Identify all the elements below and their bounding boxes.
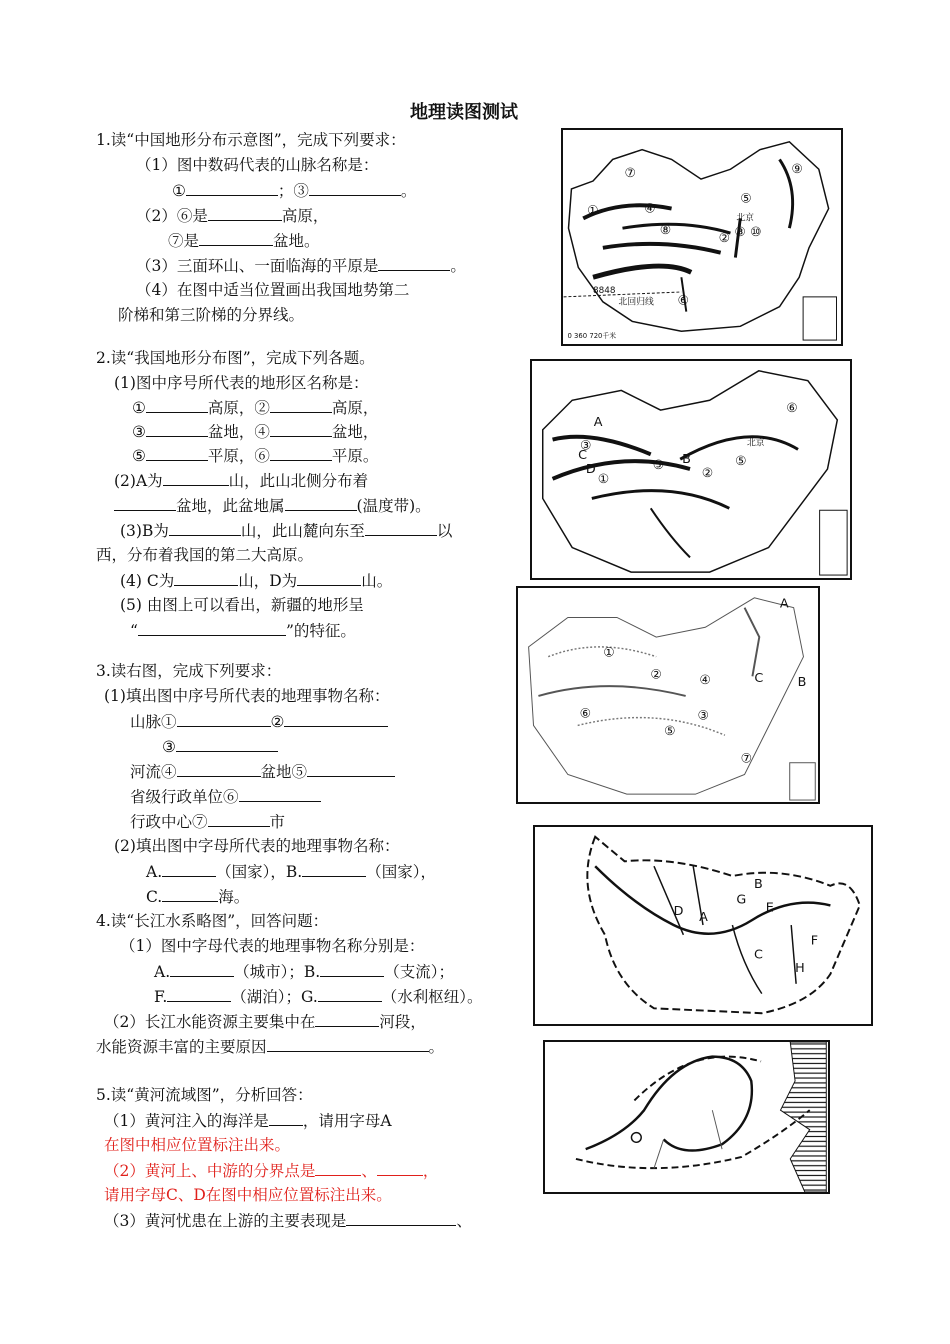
- q3-label: 海。: [218, 888, 250, 906]
- q5-sub2b: 请用字母C、D在图中相应位置标注出来。: [104, 1186, 392, 1204]
- q1-label: 。: [400, 182, 417, 200]
- map-label: D: [585, 461, 596, 477]
- q1-label: （2）⑥是: [136, 207, 208, 225]
- q1-label: ⑦是: [168, 232, 200, 250]
- map-label: E: [765, 900, 774, 916]
- answer-blank[interactable]: [267, 1035, 429, 1052]
- answer-blank[interactable]: [114, 494, 176, 511]
- answer-blank[interactable]: [177, 710, 271, 727]
- q3-label: 山脉①: [130, 713, 177, 731]
- q1-heading: 1.读“中国地形分布示意图”，完成下列要求：: [96, 131, 406, 149]
- answer-blank[interactable]: [302, 860, 366, 877]
- answer-blank[interactable]: [138, 619, 286, 636]
- map-label: ⑥: [786, 401, 798, 417]
- map-label: ⑧: [659, 223, 672, 239]
- map-label: B: [753, 876, 763, 892]
- q2-heading: 2.读“我国地形分布图”，完成下列各题。: [96, 349, 375, 367]
- answer-blank[interactable]: [285, 494, 357, 511]
- q3-row1: [130, 710, 388, 733]
- map-label: ⑨: [791, 162, 803, 178]
- q5-label: （1）黄河注入的海洋是: [104, 1112, 269, 1130]
- answer-blank[interactable]: [174, 569, 238, 586]
- q3-label: 省级行政单位⑥: [130, 788, 239, 806]
- answer-blank[interactable]: [146, 444, 208, 461]
- q2-sub3b: 西，分布着我国的第二大高原。: [96, 546, 314, 564]
- q2-sub5b-row: [130, 619, 356, 642]
- q2-label: 山，此山北侧分布着: [228, 472, 369, 490]
- map-label: C: [753, 947, 763, 963]
- map-label: ⑤: [664, 724, 676, 740]
- answer-blank[interactable]: [318, 985, 382, 1002]
- q1-sub1: （1）图中数码代表的山脉名称是：: [136, 156, 379, 174]
- q3-heading: 3.读右图，完成下列要求：: [96, 662, 282, 680]
- map-label: ⑤: [740, 191, 752, 207]
- q3-row5: [130, 810, 285, 833]
- q4-label: F.: [154, 988, 168, 1006]
- map-label: C: [754, 671, 764, 687]
- q2-label: 平原。: [331, 447, 379, 465]
- answer-blank[interactable]: [270, 420, 332, 437]
- q1-sub2-row: [136, 204, 328, 227]
- q5-heading: 5.读“黄河流域图”，分析回答：: [96, 1086, 313, 1104]
- q2-label: 高原，②: [207, 399, 270, 417]
- q5-sub2-row: [104, 1159, 438, 1182]
- q4-sub1: （1）图中字母代表的地理事物名称分别是：: [120, 937, 425, 955]
- q4-sub2-row: [104, 1010, 426, 1033]
- map-label: ⑥: [579, 706, 592, 722]
- q2-label: ③: [132, 423, 146, 441]
- q4-row2: [154, 985, 483, 1008]
- map-label: ②: [650, 667, 662, 683]
- q1-label: ①: [172, 182, 186, 200]
- q2-label: ⑤: [132, 447, 146, 465]
- q4-label: （水利枢纽）。: [381, 988, 483, 1006]
- q1-label: 盆地。: [273, 232, 320, 250]
- q3-row7: [146, 885, 249, 908]
- map-label: ③: [734, 225, 746, 241]
- answer-blank[interactable]: [239, 785, 321, 802]
- q4-heading: 4.读“长江水系略图”，回答问题：: [96, 912, 329, 930]
- q2-label: 以: [436, 522, 453, 540]
- q2-row2: [132, 420, 378, 443]
- map-label: H: [795, 961, 805, 977]
- q3-sub2: (2)填出图中字母所代表的地理事物名称：: [114, 837, 400, 855]
- q2-label: 平原，⑥: [207, 447, 270, 465]
- q2-label: 高原，: [331, 399, 379, 417]
- q2-label: “: [130, 622, 138, 640]
- q2-sub2-row: [114, 469, 368, 492]
- q3-sub1: (1)填出图中序号所代表的地理事物名称：: [104, 687, 390, 705]
- q5-label: 、: [361, 1162, 377, 1180]
- q2-label: (温度带)。: [356, 497, 431, 515]
- map-drawing: [545, 1042, 828, 1192]
- q2-sub5: (5) 由图上可以看出，新疆的地形呈: [120, 596, 364, 614]
- answer-blank[interactable]: [162, 860, 216, 877]
- answer-blank[interactable]: [176, 735, 278, 752]
- q1-label: ；③: [277, 182, 309, 200]
- map-label: ①: [597, 471, 610, 487]
- answer-blank[interactable]: [297, 569, 361, 586]
- map-label: ⑤: [652, 458, 665, 474]
- q4-label: （2）长江水能资源主要集中在: [104, 1013, 316, 1031]
- q3-label: （国家），: [366, 863, 436, 881]
- q2-label: ①: [132, 399, 146, 417]
- q4-label: （城市）；B.: [234, 963, 321, 981]
- answer-blank[interactable]: [284, 710, 388, 727]
- map-label: D: [673, 904, 684, 920]
- q2-sub4-row: [120, 569, 392, 592]
- q1-sub4b: 阶梯和第三阶梯的分界线。: [118, 306, 305, 324]
- q1-sub1-answer-row: [172, 179, 416, 202]
- q4-label: 河段，: [379, 1013, 426, 1031]
- answer-blank[interactable]: [270, 396, 332, 413]
- q1-label: 高原，: [281, 207, 329, 225]
- answer-blank[interactable]: [270, 444, 332, 461]
- q2-terrain-map: [530, 359, 852, 580]
- q4-sub2b-row: [96, 1035, 444, 1058]
- q3-label: （国家），B.: [216, 863, 303, 881]
- answer-blank[interactable]: [163, 469, 229, 486]
- answer-blank[interactable]: [167, 985, 231, 1002]
- map-drawing: [535, 827, 871, 1024]
- q4-label: （支流）；: [384, 963, 454, 981]
- answer-blank[interactable]: [378, 254, 450, 271]
- answer-blank[interactable]: [320, 960, 384, 977]
- answer-blank[interactable]: [208, 204, 282, 221]
- map-label: ④: [699, 673, 711, 689]
- answer-blank[interactable]: [315, 1010, 379, 1027]
- q3-geo-map: [516, 586, 820, 804]
- map-label: 8848: [593, 285, 616, 296]
- q3-label: 行政中心⑦: [130, 813, 208, 831]
- answer-blank[interactable]: [199, 229, 273, 246]
- q2-label: ”的特征。: [285, 622, 356, 640]
- map-label: 北京: [736, 213, 755, 224]
- q3-label: A.: [146, 863, 163, 881]
- q3-row2: [162, 735, 278, 758]
- q2-label: (3)B为: [120, 522, 169, 540]
- q2-label: 盆地，此盆地属: [176, 497, 285, 515]
- page-title: 地理读图测试: [410, 102, 518, 123]
- q2-label: 山，此山麓向东至: [240, 522, 365, 540]
- answer-blank[interactable]: [269, 1109, 303, 1126]
- q1-label: 。: [450, 257, 466, 275]
- map-label: F: [810, 933, 819, 949]
- q5-yellow-river-map: [543, 1040, 830, 1194]
- q4-label: （湖泊）；G.: [231, 988, 318, 1006]
- q2-label: (4) C为: [120, 572, 175, 590]
- map-drawing: [532, 361, 850, 578]
- q5-sub1-row: [104, 1109, 392, 1132]
- answer-blank[interactable]: [146, 396, 208, 413]
- q3-label: 河流④: [130, 763, 177, 781]
- q3-row6: [146, 860, 436, 883]
- q3-label: 市: [269, 813, 286, 831]
- q5-label: ，: [422, 1162, 439, 1180]
- answer-blank[interactable]: [208, 810, 270, 827]
- map-label: ⑦: [624, 166, 636, 182]
- q5-label: ，请用字母A: [302, 1112, 392, 1130]
- q5-label: （2）黄河上、中游的分界点是: [104, 1162, 316, 1180]
- q2-sub1: (1)图中序号所代表的地形区名称是：: [114, 374, 369, 392]
- map-label: ①: [587, 203, 599, 219]
- answer-blank[interactable]: [170, 960, 234, 977]
- q2-label: 山。: [361, 572, 393, 590]
- q2-row1: [132, 396, 378, 419]
- q2-sub2b-row: [114, 494, 431, 517]
- q2-label: 山，D为: [238, 572, 298, 590]
- map-label: ③: [697, 708, 709, 724]
- q5-sub1b: 在图中相应位置标注出来。: [104, 1136, 291, 1154]
- q3-label: 盆地⑤: [260, 763, 308, 781]
- map-label: ①: [603, 645, 615, 661]
- q5-sub3-row: [104, 1209, 472, 1232]
- map-drawing: [518, 588, 818, 802]
- map-label: A: [593, 414, 603, 430]
- map-label: ⑤: [735, 454, 747, 470]
- q2-row3: [132, 444, 378, 467]
- answer-blank[interactable]: [162, 885, 218, 902]
- q2-label: (2)A为: [114, 472, 163, 490]
- map-label: ④: [644, 201, 656, 217]
- answer-blank[interactable]: [307, 760, 395, 777]
- q1-label: （3）三面环山、一面临海的平原是: [136, 257, 379, 275]
- map-label: ⑩: [750, 225, 762, 241]
- q3-label: ②: [270, 713, 285, 731]
- q4-label: 水能资源丰富的主要原因: [96, 1038, 267, 1056]
- map-drawing: [563, 130, 841, 344]
- q3-label: ③: [162, 738, 176, 756]
- q3-row4: [130, 785, 321, 808]
- q3-row3: [130, 760, 395, 783]
- q1-sub3-row: [136, 254, 466, 277]
- answer-blank[interactable]: [177, 760, 261, 777]
- map-label: A: [699, 910, 708, 926]
- map-label: G: [736, 892, 747, 908]
- map-label: ②: [718, 230, 731, 246]
- map-label: 北京: [746, 438, 765, 449]
- answer-blank[interactable]: [315, 1159, 361, 1176]
- q2-label: 盆地，: [331, 423, 379, 441]
- map-label: ⑦: [740, 751, 753, 767]
- answer-blank[interactable]: [169, 519, 241, 536]
- map-label: B: [682, 452, 691, 468]
- answer-blank[interactable]: [377, 1159, 423, 1176]
- q1-sub4: （4）在图中适当位置画出我国地势第二: [136, 281, 410, 299]
- q4-row1: [154, 960, 454, 983]
- map-label: ②: [701, 465, 714, 481]
- q4-yangtze-map: [533, 825, 873, 1026]
- q2-sub3-row: [120, 519, 452, 542]
- map-label: B: [797, 675, 807, 691]
- q2-label: 盆地，④: [207, 423, 270, 441]
- answer-blank[interactable]: [186, 179, 278, 196]
- map-label: 北回归线: [618, 297, 654, 308]
- map-label: ⑥: [677, 293, 689, 309]
- q5-label: 、: [456, 1212, 472, 1230]
- q3-label: C.: [146, 888, 163, 906]
- answer-blank[interactable]: [146, 420, 208, 437]
- map-scale: 0 360 720千米: [567, 332, 617, 341]
- answer-blank[interactable]: [346, 1209, 456, 1226]
- answer-blank[interactable]: [365, 519, 437, 536]
- q4-label: 。: [428, 1038, 445, 1056]
- map-label: ③: [580, 438, 592, 454]
- answer-blank[interactable]: [309, 179, 401, 196]
- q1-terrain-map: [561, 128, 843, 346]
- map-label: C: [578, 448, 587, 464]
- q4-label: A.: [154, 963, 171, 981]
- q5-label: （3）黄河忧患在上游的主要表现是: [104, 1212, 347, 1230]
- q1-sub2b-row: [168, 229, 320, 252]
- map-label: A: [779, 596, 789, 612]
